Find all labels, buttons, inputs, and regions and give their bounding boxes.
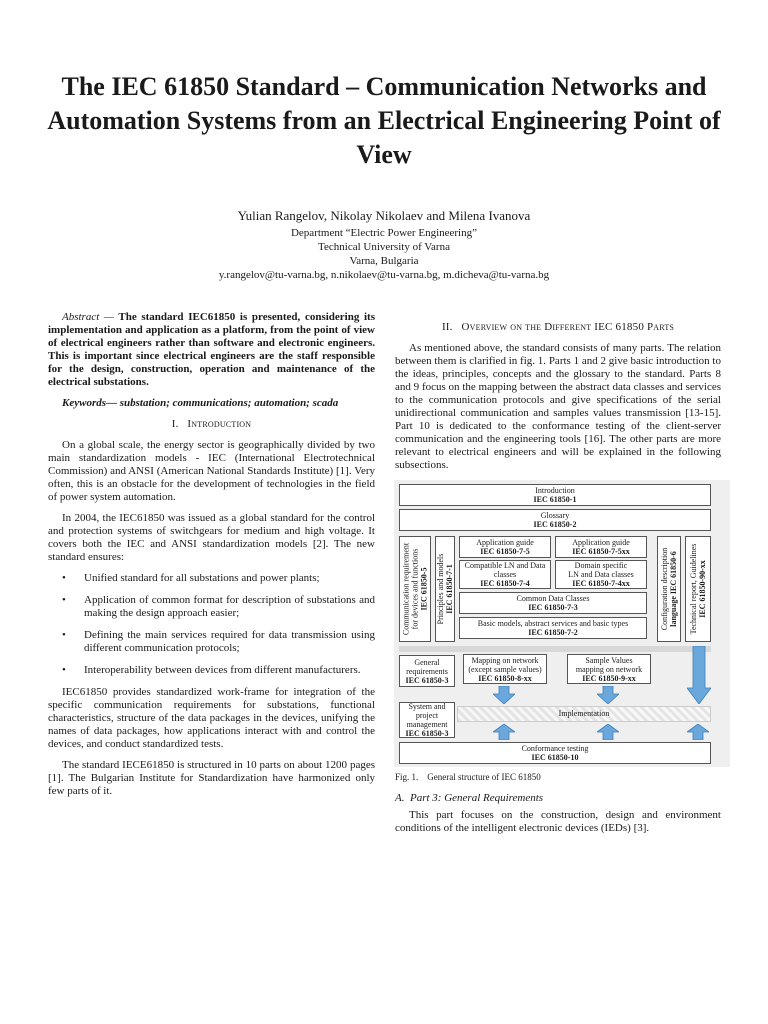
box-glossary: Glossary IEC 61850-2: [399, 509, 711, 531]
abstract: [48, 311, 375, 389]
box-common-data-classes: Common Data Classes IEC 61850-7-3: [459, 592, 647, 614]
intro-paragraph-4: The standard IECE61850 is structured in 10 parts on about 1200 pages [1]. The Bulgarian Institute for Standardization have harmonized only few parts of it.: [48, 759, 375, 797]
section-1-number: I.: [171, 418, 179, 430]
left-column: [48, 311, 375, 806]
figure-caption-text: General structure of IEC 61850: [427, 772, 541, 782]
subsection-a-label: A.: [395, 792, 405, 804]
box-system-project-management: System and project management IEC 61850-3: [399, 702, 455, 738]
box-technical-report: Technical report, Guidelines IEC 61850-90-xx: [685, 536, 711, 642]
box-configuration-language: Configuration description language IEC 61850-6: [657, 536, 681, 642]
section-2-heading: [395, 321, 721, 334]
intro-paragraph-3: IEC61850 provides standardized work-frame for integration of the specific communication requirements for substations, functional characteristics, structure of the data packages in the devices, unifying the names of data packages, how applications interact with and control the devices, and conduct standardized tests.: [48, 686, 375, 750]
subsection-a-heading: [395, 792, 721, 805]
box-introduction: Introduction IEC 61850-1: [399, 484, 711, 506]
section-2-title: Overview on the Different IEC 61850 Parts: [461, 321, 675, 333]
bullet-icon: •: [62, 594, 66, 606]
arrow-up-icon: [493, 724, 515, 740]
abstract-label: Abstract —: [62, 311, 119, 323]
keywords-text: substation; communications; automation; scada: [119, 397, 339, 409]
arrow-down-icon: [687, 646, 711, 704]
paper-title: The IEC 61850 Standard – Communication Networks and Automation Systems from an Electrical Engineering Point of View: [47, 72, 721, 169]
arrow-down-icon: [493, 686, 515, 704]
university: Technical University of Varna: [318, 241, 450, 253]
city: Varna, Bulgaria: [349, 255, 419, 267]
abstract-text: The standard IEC61850 is presented, considering its implementation and application as a platform, from the point of view of electrical engineers rather than software and electronic engineers. This is important since electrical engineers are the staff responsible for the design, construction, operation and maintenance of the electrical substations.: [48, 311, 375, 388]
grey-band: [399, 646, 711, 652]
bullet-icon: •: [62, 572, 66, 584]
figure-iec61850-structure: [389, 480, 730, 767]
box-domain-specific-ln: Domain specific LN and Data classes IEC 61850-7-4xx: [555, 560, 647, 589]
keywords-label: Keywords—: [62, 397, 120, 409]
box-general-requirements: General requirements IEC 61850-3: [399, 655, 455, 687]
authors: Yulian Rangelov, Nikolay Nikolaev and Milena Ivanova: [237, 208, 531, 223]
box-application-guide-7-5xx: Application guide IEC 61850-7-5xx: [555, 536, 647, 558]
keywords: [48, 397, 375, 410]
box-basic-models: Basic models, abstract services and basic types IEC 61850-7-2: [459, 617, 647, 639]
bullet-icon: •: [62, 664, 66, 676]
bullet-icon: •: [62, 629, 66, 641]
box-mapping-on-network: Mapping on network (except sample values) IEC 61850-8-xx: [463, 654, 547, 684]
right-column: [395, 321, 721, 843]
list-item: • Interoperability between devices from different manufacturers.: [62, 664, 361, 676]
figure-caption: [395, 771, 721, 784]
section-2-number: II.: [441, 321, 453, 333]
section-1-heading: [48, 418, 375, 431]
list-item: • Defining the main services required for data transmission using different communication protocols;: [62, 629, 375, 654]
box-compatible-ln: Compatible LN and Data classes IEC 61850-7-4: [459, 560, 551, 589]
subsection-a-title: Part 3: General Requirements: [409, 792, 544, 804]
box-communication-requirement: Communication requirement for devices and functions IEC 61850-5: [399, 536, 431, 642]
emails: y.rangelov@tu-varna.bg, n.nikolaev@tu-varna.bg, m.dicheva@tu-varna.bg: [218, 269, 550, 281]
figure-label: Fig. 1.: [395, 772, 419, 782]
intro-paragraph-1: On a global scale, the energy sector is geographically divided by two main standardization models - IEC (International Electrotechnical Commission) and ANSI (American National Standards Institute) [1]. Very often, this is an obstacle for the development of technologies in the field of power system automation.: [48, 439, 375, 503]
intro-paragraph-2: In 2004, the IEC61850 was issued as a global standard for the control and protection systems of switchgears for medium and high voltage. It covers both the IEC and ANSI standardization models [2]. The new standard ensures:: [48, 512, 375, 563]
section-1-title: Introduction: [187, 418, 252, 430]
box-conformance-testing: Conformance testing IEC 61850-10: [399, 742, 711, 764]
arrow-up-icon: [687, 724, 709, 740]
box-sample-values: Sample Values mapping on network IEC 61850-9-xx: [567, 654, 651, 684]
list-item: • Application of common format for description of substations and making the design approach easier;: [62, 594, 375, 619]
department: Department “Electric Power Engineering”: [290, 227, 477, 239]
list-item: • Unified standard for all substations and power plants;: [62, 572, 320, 584]
arrow-up-icon: [597, 724, 619, 740]
part3-paragraph: This part focuses on the construction, design and environment conditions of the intelligent electronic devices (IEDs) [3].: [395, 809, 721, 834]
box-principles-models: Principles and models IEC 61850-7-1: [435, 536, 455, 642]
overview-paragraph: As mentioned above, the standard consists of many parts. The relation between them is clarified in fig. 1. Parts 1 and 2 give basic introduction to the ideas, principles, concepts and the glossary to the standard. Parts 8 and 9 focus on the mapping between the abstract data classes and services to the communication protocols and give specifications of the serial unidirectional communication and samples values transmission [13-15]. Part 10 is dedicated to the conformance testing of the client-server communication and the engineering tools [16]. The other parts are more relevant to electrical engineers and will be explained in the following subsections.: [395, 342, 721, 471]
bullet-list: [48, 572, 375, 677]
arrow-down-icon: [597, 686, 619, 704]
implementation-band: Implementation: [457, 706, 711, 722]
box-application-guide-7-5: Application guide IEC 61850-7-5: [459, 536, 551, 558]
